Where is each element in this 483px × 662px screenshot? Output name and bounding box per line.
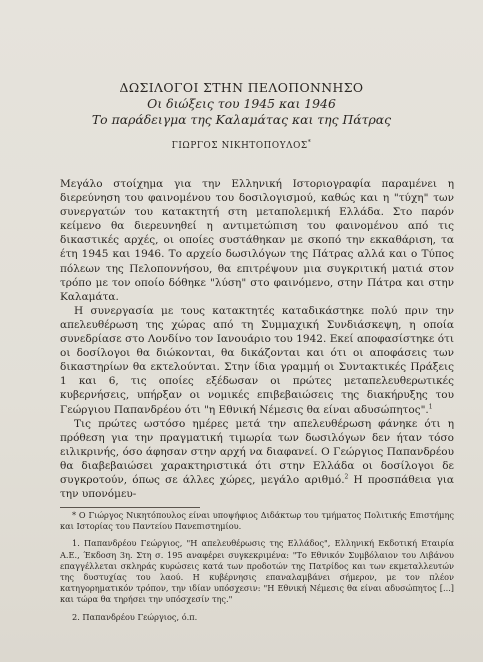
body-paragraph-3 bbox=[60, 417, 454, 502]
body-paragraph-3-tail: Η προσπάθεια για την υπονόμευ- bbox=[60, 473, 454, 501]
footnote-divider bbox=[60, 507, 200, 508]
footnote-ref-1: 1 bbox=[428, 403, 433, 410]
footnote-ref-2: 2 bbox=[344, 473, 349, 481]
author-footnote-mark: * bbox=[307, 139, 312, 147]
footnote-author: * Ο Γιώργος Νικητόπουλος είναι υποψήφιος Διδάκτωρ του τμήματος Πολιτικής Επιστήμης και Ιστορίας του Παντείου Πανεπιστημίου. bbox=[60, 510, 454, 532]
article-subtitle-2: Το παράδειγμα της Καλαμάτας και της Πάτρας bbox=[91, 112, 392, 127]
body-paragraph-2 bbox=[60, 304, 454, 417]
body-paragraph-2-text: Η συνεργασία με τους κατακτητές καταδικάστηκε πολύ πριν την απελευθέρωση της χώρας από τη Συμμαχική Συνδιάσκεψη, η οποία συνεδρίασε στο Λονδίνο τον Ιανουάριο του 1942. Εκεί αποφασίστηκε ότι οι δοσίλογοι θα διώκονται, θα δικάζονται και ότι οι αποφάσεις των δικαστηρίων θα εκτελούνται. Στην ίδια γραμμή οι Συντακτικές Πράξεις 1 και 6, τις οποίες εξέδωσαν οι πρώτες μεταπελευθερωτικές κυβερνήσεις, υπήρξαν οι νομικές επιβεβαιώσεις της διακήρυξης του Γεώργιου Παπανδρέου ότι "η Εθνική Νέμεσις θα είναι αδυσώπητος". bbox=[60, 304, 454, 416]
article-body bbox=[60, 177, 454, 501]
article-subtitle-1: Οι διώξεις του 1945 και 1946 bbox=[147, 96, 336, 111]
body-paragraph-1: Μεγάλο στοίχημα για την Ελληνική Ιστοριογραφία παραμένει η διερεύνηση του φαινομένου του δοσιλογισμού, καθώς και η "τύχη" των συνεργατών του κατακτητή στη μεταπολεμική Ελλάδα. Στο παρόν κείμενο θα διερευνηθεί η αντιμετώπιση του φαινομένου από τις δικαστικές αρχές, οι οποίες συστάθηκαν με σκοπό την εκκαθάριση, τα έτη 1945 και 1946. Το αρχείο δωσιλόγων της Πάτρας αλλά και ο Τύπος πόλεων της Πελοποννήσου, θα επιτρέψουν μια συγκριτική ματιά στον τρόπο με τον οποίο δόθηκε "λύση" στο φαινόμενο, στην Πάτρα και στην Καλαμάτα. bbox=[60, 178, 454, 303]
footnote-2: 2. Παπανδρέου Γεώργιος, ό.π. bbox=[72, 611, 198, 622]
author-name: ΓΙΩΡΓΟΣ ΝΙΚΗΤΟΠΟΥΛΟΣ bbox=[171, 141, 308, 151]
title-block bbox=[0, 80, 483, 128]
author-line bbox=[0, 141, 483, 151]
footnotes bbox=[60, 510, 454, 629]
body-paragraph-3-text: Τις πρώτες ωστόσο ημέρες μετά την απελευθέρωση φάνηκε ότι η πρόθεση για την πραγματική τιμωρία των δωσιλόγων δεν ήταν τόσο ειλικρινής, όσο άφησαν στην αρχή να διαφανεί. Ο Γεώργιος Παπανδρέου θα διαβεβαιώσει χαρακτηριστικά ότι στην Ελλάδα οι δοσίλογοι δε συγκροτούν, όπως σε άλλες χώρες, μεγάλο αριθμό. bbox=[60, 417, 454, 486]
footnote-1: 1. Παπανδρέου Γεώργιος, "Η απελευθέρωσις της Ελλάδος", Ελληνική Εκδοτική Εταιρία Α.Ε., Έκδοση 3η. Στη σ. 195 αναφέρει συγκεκριμένα: "Το Εθνικόν Συμβόλαιον του Λιβάνου επαγγέλλεται σκληράς κυρώσεις κατά των προδοτών της Πατρίδος και των εκμεταλλευτών της δυστυχίας του λαού. Η κυβέρνησις επαναλαμβάνει σήμερον, με τον πλέον κατηγορηματικόν τρόπον, την ιδίαν υπόσχεσιν: "Η Εθνική Νέμεσις θα είναι αδυσώπητος [...] και τώρα θα τηρήσει την υπόσχεσίν της." bbox=[60, 538, 454, 605]
article-title: ΔΩΣΙΛΟΓΟΙ ΣΤΗΝ ΠΕΛΟΠΟΝΝΗΣΟ bbox=[119, 80, 364, 95]
